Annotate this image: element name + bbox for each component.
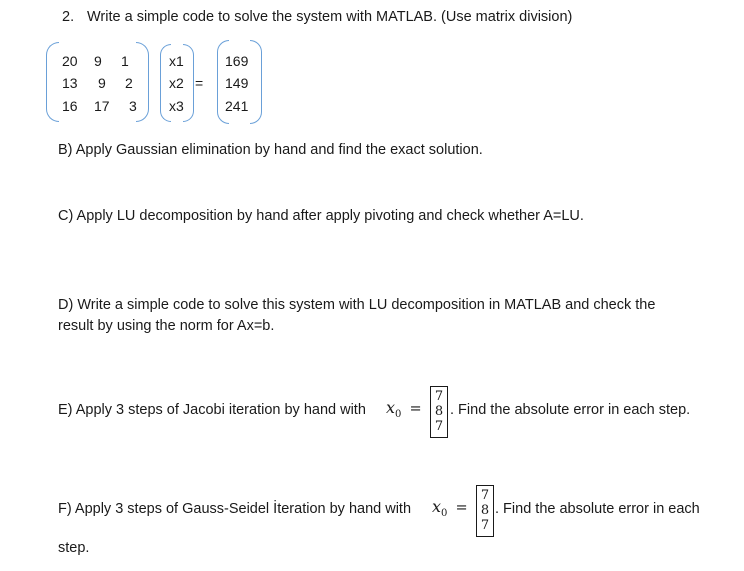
- matrix-a-cell: 9: [98, 75, 106, 91]
- matrix-a-right-paren: [136, 42, 149, 122]
- part-d-text-line2: result by using the norm for Ax=b.: [58, 318, 275, 334]
- part-c-text: C) Apply LU decomposition by hand after apply pivoting and check whether A=LU.: [58, 208, 584, 224]
- part-b-text: B) Apply Gaussian elimination by hand and find the exact solution.: [58, 142, 483, 158]
- vector-x-cell: x2: [169, 75, 184, 91]
- question-number: 2.: [62, 9, 75, 25]
- vector-x-cell: x1: [169, 53, 184, 69]
- part-f-text-line2: step.: [58, 540, 90, 556]
- matrix-a-cell: 1: [121, 53, 129, 69]
- vector-x-right-paren: [183, 44, 194, 122]
- matrix-a-left-paren: [46, 42, 59, 122]
- vector-b-cell: 149: [225, 75, 249, 91]
- vector-b-right-paren: [250, 40, 262, 124]
- part-f-vector: [478, 485, 492, 537]
- part-f-text-after: . Find the absolute error in each: [495, 501, 700, 517]
- part-e-vector: [432, 386, 446, 438]
- part-f-x-symbol: x: [432, 497, 442, 516]
- part-f-x-subscript: 0: [441, 507, 448, 519]
- vector-x-cell: x3: [169, 98, 184, 114]
- matrix-a-cell: 16: [62, 98, 78, 114]
- part-e-equals: =: [409, 401, 422, 417]
- part-f-vector-cell: 7: [480, 488, 490, 503]
- part-f-equals: =: [455, 500, 468, 516]
- part-d-text-line1: D) Write a simple code to solve this system with LU decomposition in MATLAB and check the: [58, 297, 656, 313]
- part-e-vector-cell: 7: [434, 419, 444, 434]
- part-f-vector-cell: 8: [480, 503, 490, 518]
- part-e-text-before: E) Apply 3 steps of Jacobi iteration by hand with: [58, 402, 366, 418]
- matrix-a-cell: 13: [62, 75, 78, 91]
- part-e-initial-guess: [386, 398, 422, 420]
- part-e-vector-cell: 8: [434, 404, 444, 419]
- vector-b-cell: 169: [225, 53, 249, 69]
- part-e-text-after: . Find the absolute error in each step.: [450, 402, 691, 418]
- matrix-a-cell: 9: [94, 53, 102, 69]
- matrix-a-cell: 3: [129, 98, 137, 114]
- question-text: Write a simple code to solve the system with MATLAB. (Use matrix division): [87, 9, 573, 25]
- matrix-a-cell: 17: [94, 98, 110, 114]
- part-f-text-before: F) Apply 3 steps of Gauss-Seidel İteration by hand with: [58, 501, 412, 517]
- part-e-vector-cell: 7: [434, 389, 444, 404]
- part-f-vector-cell: 7: [480, 518, 490, 533]
- vector-b-cell: 241: [225, 98, 249, 114]
- part-e-x-subscript: 0: [395, 408, 402, 420]
- part-f-initial-guess: [432, 497, 468, 519]
- matrix-a-cell: 2: [125, 75, 133, 91]
- part-e-x-symbol: x: [386, 398, 396, 417]
- system-equals-sign: =: [195, 75, 204, 91]
- matrix-a-cell: 20: [62, 53, 78, 69]
